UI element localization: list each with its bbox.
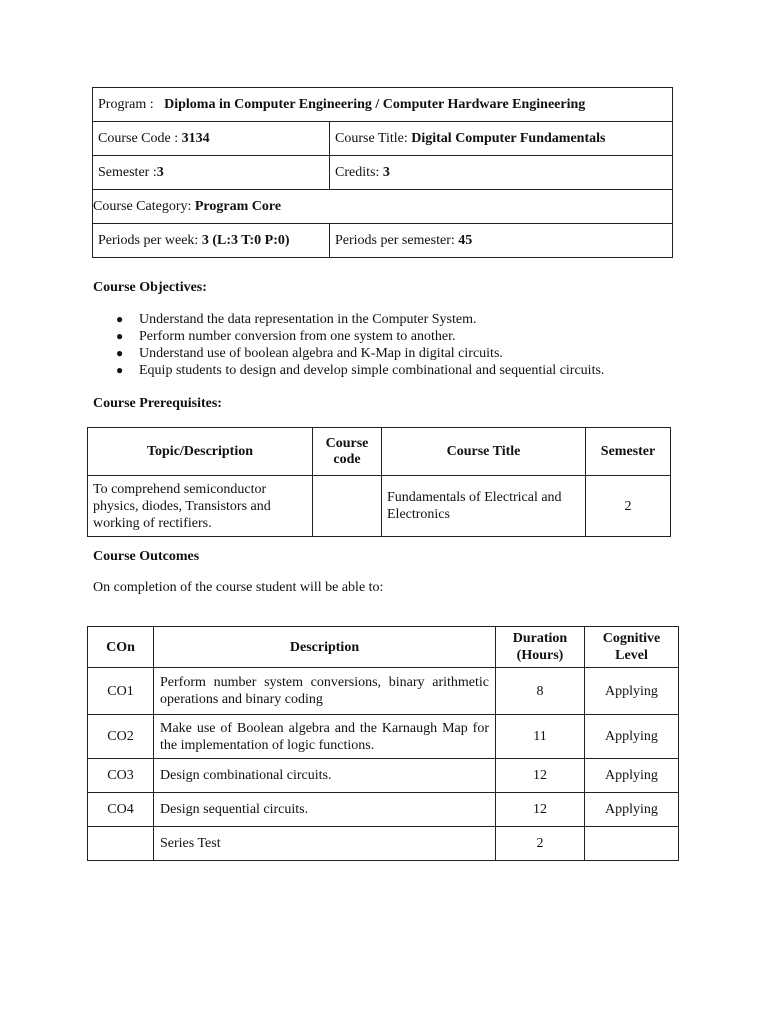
category-value: Program Core: [194, 198, 282, 214]
con-cell: CO2: [88, 715, 154, 759]
description-cell: Perform number system conversions, binary arithmetic operations and binary coding: [154, 668, 496, 715]
level-cell: Applying: [585, 759, 679, 793]
semester-cell: 2: [586, 476, 671, 537]
program-label: Program :: [98, 96, 154, 112]
duration-cell: 11: [496, 715, 585, 759]
bullet-icon: ●: [116, 346, 124, 360]
duration-cell: 2: [496, 827, 585, 861]
prerequisites-table: [87, 427, 671, 537]
periods-sem-cell: [330, 224, 673, 258]
semester-label: Semester :: [98, 164, 157, 180]
description-cell: Series Test: [154, 827, 496, 861]
description-cell: Design combinational circuits.: [154, 759, 496, 793]
column-header: Topic/Description: [88, 428, 313, 476]
outcomes-table: [87, 626, 679, 861]
con-cell: CO3: [88, 759, 154, 793]
objective-text: Understand the data representation in the Computer System.: [139, 312, 477, 327]
duration-cell: 8: [496, 668, 585, 715]
objective-text: Understand use of boolean algebra and K-Map in digital circuits.: [139, 346, 503, 361]
duration-cell: 12: [496, 759, 585, 793]
credits-label: Credits:: [335, 164, 380, 180]
prerequisites-heading: Course Prerequisites:: [93, 396, 222, 411]
program-row: [93, 88, 673, 122]
program-info-table: [92, 87, 673, 258]
semester-cell: [93, 156, 330, 190]
list-item: [116, 345, 604, 362]
bullet-icon: ●: [116, 363, 124, 377]
objectives-heading: Course Objectives:: [93, 280, 207, 295]
column-header: Cognitive Level: [585, 627, 679, 668]
list-item: [116, 328, 604, 345]
table-row: [88, 476, 671, 537]
objective-text: Equip students to design and develop simple combinational and sequential circuits.: [139, 363, 605, 378]
course-code-value: 3134: [181, 130, 210, 146]
list-item: [116, 311, 604, 328]
table-row: [88, 793, 679, 827]
description-cell: Design sequential circuits.: [154, 793, 496, 827]
description-cell: Make use of Boolean algebra and the Karnaugh Map for the implementation of logic functions.: [154, 715, 496, 759]
category-row: [93, 190, 673, 224]
level-cell: [585, 827, 679, 861]
course-code-row: [93, 122, 673, 156]
category-label: Course Category:: [93, 198, 192, 214]
objective-text: Perform number conversion from one system to another.: [139, 329, 456, 344]
duration-cell: 12: [496, 793, 585, 827]
program-cell: [93, 88, 673, 122]
title-cell: Fundamentals of Electrical and Electronics: [382, 476, 586, 537]
periods-week-value: 3 (L:3 T:0 P:0): [201, 232, 290, 248]
course-title-value: Digital Computer Fundamentals: [411, 130, 606, 146]
topic-cell: To comprehend semiconductor physics, diodes, Transistors and working of rectifiers.: [88, 476, 313, 537]
con-cell: [88, 827, 154, 861]
periods-row: [93, 224, 673, 258]
course-code-label: Course Code :: [98, 130, 179, 146]
course-title-label: Course Title:: [335, 130, 408, 146]
column-header: Description: [154, 627, 496, 668]
course-title-cell: [330, 122, 673, 156]
semester-row: [93, 156, 673, 190]
periods-sem-label: Periods per semester:: [335, 232, 455, 248]
periods-sem-value: 45: [458, 232, 473, 248]
outcomes-intro: On completion of the course student will be able to:: [93, 580, 384, 595]
periods-week-label: Periods per week:: [98, 232, 199, 248]
level-cell: Applying: [585, 715, 679, 759]
column-header: Course code: [313, 428, 382, 476]
bullet-icon: ●: [116, 312, 124, 326]
column-header: Duration (Hours): [496, 627, 585, 668]
column-header: Semester: [586, 428, 671, 476]
semester-value: 3: [156, 164, 164, 180]
credits-value: 3: [382, 164, 390, 180]
credits-cell: [330, 156, 673, 190]
table-header-row: [88, 428, 671, 476]
code-cell: [313, 476, 382, 537]
course-code-cell: [93, 122, 330, 156]
periods-week-cell: [93, 224, 330, 258]
column-header: COn: [88, 627, 154, 668]
table-row: [88, 715, 679, 759]
outcomes-heading: Course Outcomes: [93, 549, 200, 564]
objectives-list: [116, 311, 604, 379]
con-cell: CO4: [88, 793, 154, 827]
con-cell: CO1: [88, 668, 154, 715]
table-header-row: [88, 627, 679, 668]
level-cell: Applying: [585, 793, 679, 827]
bullet-icon: ●: [116, 329, 124, 343]
table-row: [88, 827, 679, 861]
program-value: Diploma in Computer Engineering / Computer Hardware Engineering: [164, 96, 586, 112]
table-row: [88, 759, 679, 793]
list-item: [116, 362, 604, 379]
table-row: [88, 668, 679, 715]
level-cell: Applying: [585, 668, 679, 715]
column-header: Course Title: [382, 428, 586, 476]
category-cell: [93, 190, 673, 224]
